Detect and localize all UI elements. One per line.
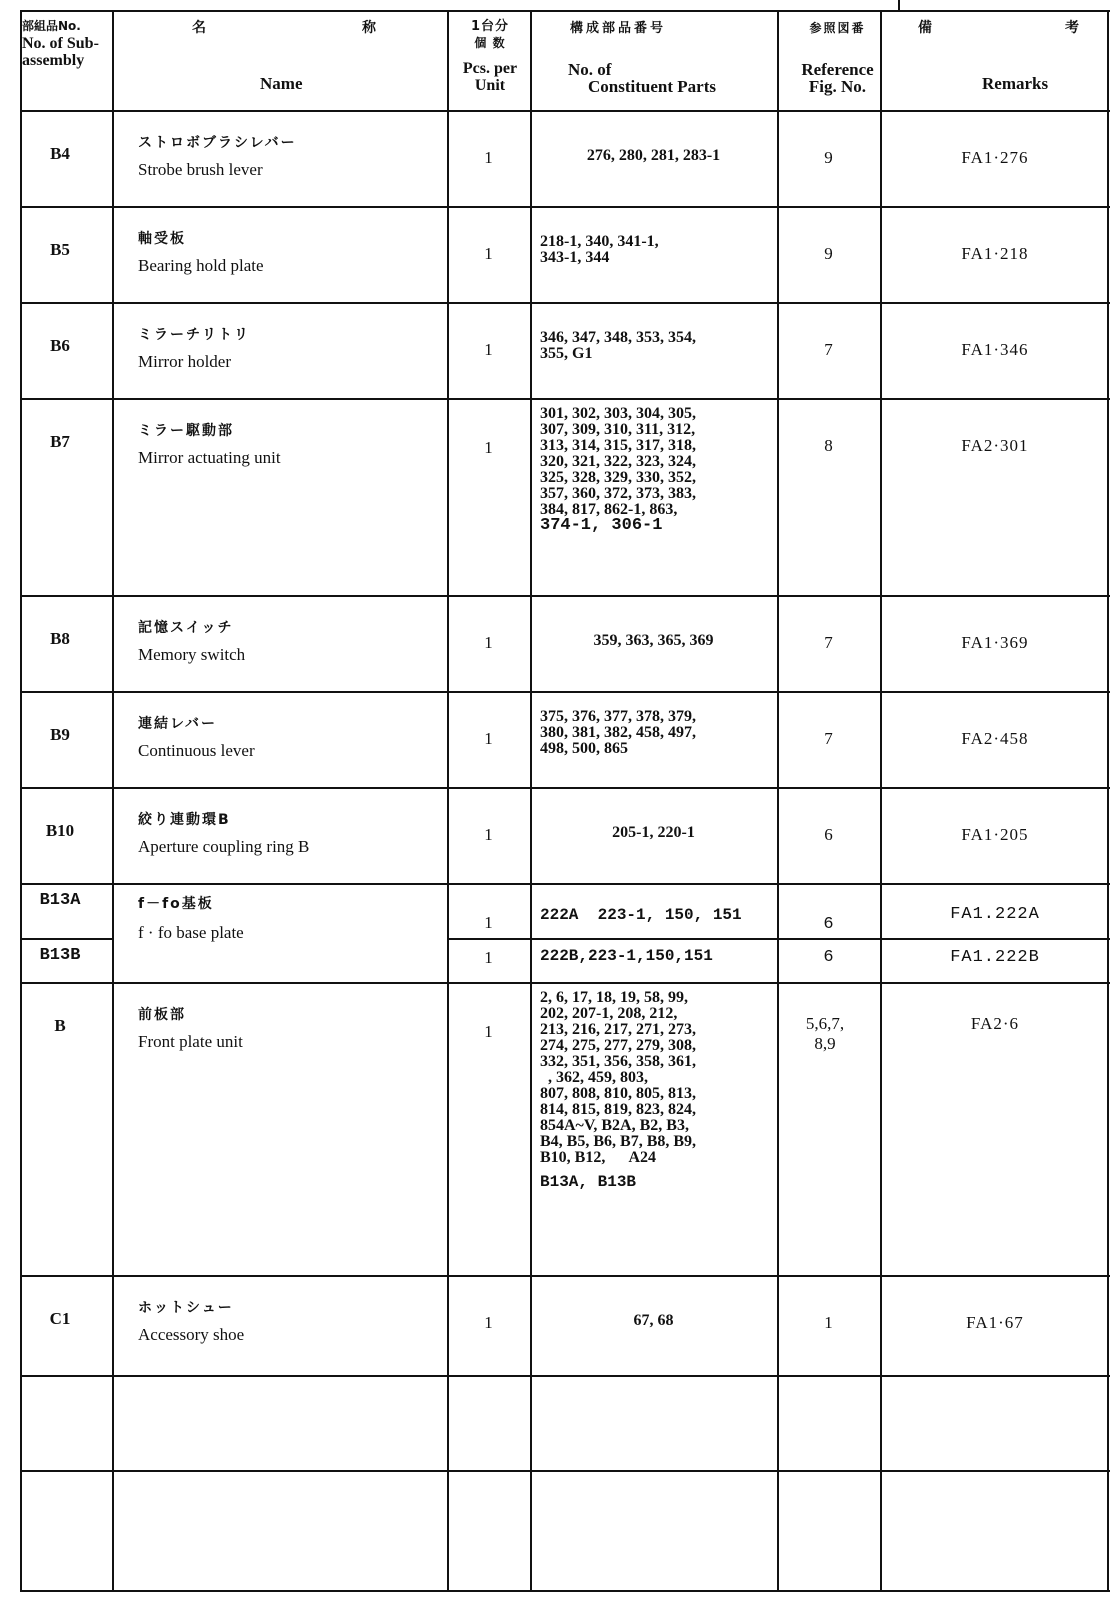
name-en: Bearing hold plate <box>138 256 264 275</box>
sub-assembly-no: B5 <box>50 240 70 259</box>
name-en: Continuous lever <box>138 741 255 760</box>
constituent-part-line: 320, 321, 322, 323, 324, <box>540 453 696 470</box>
constituent-part-line: 854A~V, B2A, B2, B3, <box>540 1117 689 1134</box>
name-jp: 連結レバー <box>138 716 218 732</box>
column-separator <box>880 10 882 1592</box>
constituent-part-line: B4, B5, B6, B7, B8, B9, <box>540 1133 697 1150</box>
header-parts-en2: Constituent Parts <box>588 77 716 96</box>
sub-assembly-no: B13A <box>39 891 81 910</box>
constituent-part-line: 807, 808, 810, 805, 813, <box>540 1085 696 1102</box>
header-fig <box>790 20 885 95</box>
remarks: FA1·369 <box>961 633 1029 652</box>
constituent-part-line: 222B,223-1,150,151 <box>540 947 713 965</box>
sub-assembly-no: C1 <box>49 1309 71 1328</box>
pcs-per-unit: 1 <box>484 244 493 263</box>
constituent-part-line: B13A, B13B <box>540 1173 637 1191</box>
pcs-per-unit: 1 <box>484 340 493 359</box>
row-separator <box>20 206 1110 208</box>
column-separator <box>447 10 449 1592</box>
remarks: FA1·346 <box>961 340 1029 359</box>
name-jp: ミラー駆動部 <box>138 423 234 439</box>
pcs-per-unit: 1 <box>484 148 493 167</box>
reference-fig-no: 9 <box>824 148 833 167</box>
name-en: Strobe brush lever <box>138 160 263 179</box>
remarks: FA1.222A <box>950 905 1040 924</box>
reference-fig-no: 7 <box>824 633 833 652</box>
reference-fig-no: 6 <box>823 915 834 934</box>
header-pcs-jp1: 1台分 <box>470 19 510 34</box>
remarks: FA1·218 <box>961 244 1029 263</box>
row-separator <box>20 398 1110 400</box>
header-parts <box>540 20 780 95</box>
border-left <box>20 10 22 1592</box>
remarks: FA2·458 <box>961 729 1029 748</box>
constituent-part-line: 346, 347, 348, 353, 354, <box>540 329 696 346</box>
pcs-per-unit: 1 <box>484 438 493 457</box>
header-rem-jp-right: 考 <box>1065 20 1081 36</box>
sub-assembly-no: B <box>54 1016 66 1035</box>
name-jp: ミラーチリトリ <box>138 327 250 343</box>
column-separator <box>777 10 779 1592</box>
constituent-part-line: 301, 302, 303, 304, 305, <box>540 405 696 422</box>
constituent-part-line: 332, 351, 356, 358, 361, <box>540 1053 696 1070</box>
row-separator <box>20 787 1110 789</box>
row-separator <box>20 982 1110 984</box>
constituent-part-line: 374-1, 306-1 <box>540 516 663 535</box>
name-jp: 絞り連動環B <box>138 812 231 828</box>
sub-assembly-no: B9 <box>50 725 70 744</box>
border-right <box>1107 10 1109 1592</box>
row-separator <box>20 110 1110 112</box>
pcs-per-unit: 1 <box>484 729 493 748</box>
row-separator <box>20 595 1110 597</box>
row-separator <box>20 883 1110 885</box>
sub-assembly-no: B4 <box>50 144 70 163</box>
header-parts-en1: No. of <box>568 60 612 79</box>
header-parts-jp: 構成部品番号 <box>570 21 667 36</box>
pcs-per-unit: 1 <box>484 1022 493 1041</box>
border-top <box>20 10 1110 12</box>
header-name-jp-left: 名 <box>192 20 208 36</box>
name-jp: f－fo基板 <box>138 896 214 912</box>
constituent-part-line: 2, 6, 17, 18, 19, 58, 99, <box>540 989 688 1006</box>
constituent-part-line: 205-1, 220-1 <box>612 824 695 841</box>
header-fig-en1: Reference <box>801 60 874 79</box>
name-jp: 前板部 <box>138 1007 186 1023</box>
constituent-part-line: , 362, 459, 803, <box>540 1069 648 1086</box>
pcs-per-unit: 1 <box>484 825 493 844</box>
header-pcs <box>450 18 530 94</box>
pcs-per-unit: 1 <box>484 633 493 652</box>
header-name-jp-right: 称 <box>362 20 378 36</box>
header-fig-en2: Fig. No. <box>808 77 867 96</box>
row-separator <box>447 938 1110 940</box>
reference-fig-no: 9 <box>824 244 833 263</box>
remarks: FA1·276 <box>961 148 1029 167</box>
constituent-part-line: 375, 376, 377, 378, 379, <box>540 708 696 725</box>
column-separator <box>112 10 114 1592</box>
constituent-part-line: 357, 360, 372, 373, 383, <box>540 485 696 502</box>
remarks: FA2·6 <box>970 1014 1020 1033</box>
header-sub <box>22 18 112 69</box>
constituent-part-line: 67, 68 <box>633 1312 674 1329</box>
row-separator <box>20 938 112 940</box>
name-en: Mirror holder <box>138 352 232 371</box>
remarks: FA2·301 <box>961 436 1029 455</box>
reference-fig-no: 6 <box>823 948 834 967</box>
name-jp: ストロボブラシレバー <box>138 135 297 151</box>
constituent-part-line: 355, G1 <box>540 345 593 362</box>
header-pcs-jp2: 個 数 <box>474 36 506 50</box>
name-en: Front plate unit <box>138 1032 243 1051</box>
remarks: FA1.222B <box>950 948 1040 967</box>
constituent-part-line: 213, 216, 217, 271, 273, <box>540 1021 696 1038</box>
row-separator <box>20 302 1110 304</box>
header-pcs-en: Pcs. per Unit <box>462 60 518 94</box>
reference-fig-no: 7 <box>824 729 833 748</box>
remarks: FA1·67 <box>966 1313 1024 1332</box>
pcs-per-unit: 1 <box>484 948 493 967</box>
constituent-part-line: 343-1, 344 <box>540 249 610 266</box>
header-name-en: Name <box>260 74 303 93</box>
constituent-part-line: 384, 817, 862-1, 863, <box>540 501 678 518</box>
column-separator <box>530 10 532 1592</box>
name-jp: 記憶スイッチ <box>138 620 234 636</box>
pcs-per-unit: 1 <box>484 913 493 932</box>
sub-assembly-no: B13B <box>39 946 81 965</box>
name-en: Aperture coupling ring B <box>138 837 310 856</box>
constituent-part-line: 222A 223-1, 150, 151 <box>540 906 742 924</box>
constituent-part-line: 274, 275, 277, 279, 308, <box>540 1037 696 1054</box>
constituent-part-line: 325, 328, 329, 330, 352, <box>540 469 696 486</box>
row-separator <box>20 1275 1110 1277</box>
reference-fig-no: 7 <box>824 340 833 359</box>
constituent-part-line: B10, B12, A24 <box>540 1149 657 1166</box>
constituent-part-line: 313, 314, 315, 317, 318, <box>540 437 696 454</box>
sub-assembly-no: B8 <box>50 629 70 648</box>
header-sub-jp: 部組品No. <box>22 19 81 33</box>
reference-fig-no: 5,6,7, 8,9 <box>805 1014 845 1053</box>
constituent-part-line: 359, 363, 365, 369 <box>593 632 714 649</box>
constituent-part-line: 276, 280, 281, 283-1 <box>586 147 721 164</box>
row-separator <box>20 691 1110 693</box>
constituent-part-line: 814, 815, 819, 823, 824, <box>540 1101 696 1118</box>
constituent-part-line: 498, 500, 865 <box>540 740 628 757</box>
remarks: FA1·205 <box>961 825 1029 844</box>
name-jp: 軸受板 <box>138 231 186 247</box>
constituent-part-line: 380, 381, 382, 458, 497, <box>540 724 696 741</box>
name-en: f · fo base plate <box>138 923 244 942</box>
header-fig-jp: 参照図番 <box>809 21 866 35</box>
reference-fig-no: 6 <box>824 825 833 844</box>
sub-assembly-no: B6 <box>50 336 70 355</box>
header-rem-en: Remarks <box>982 74 1049 93</box>
name-en: Memory switch <box>138 645 246 664</box>
header-rem-jp-left: 備 <box>918 20 934 36</box>
header-sub-en: No. of Sub-assembly <box>22 35 99 69</box>
sub-assembly-no: B7 <box>50 432 70 451</box>
constituent-part-line: 202, 207-1, 208, 212, <box>540 1005 678 1022</box>
row-separator <box>20 1470 1110 1472</box>
row-separator <box>20 1375 1110 1377</box>
constituent-part-line: 307, 309, 310, 311, 312, <box>540 421 696 438</box>
row-separator <box>20 1590 1110 1592</box>
pcs-per-unit: 1 <box>484 1313 493 1332</box>
name-jp: ホットシュー <box>138 1300 234 1316</box>
name-en: Mirror actuating unit <box>138 448 281 467</box>
reference-fig-no: 8 <box>824 436 833 455</box>
name-en: Accessory shoe <box>138 1325 245 1344</box>
sub-assembly-no: B10 <box>45 821 75 840</box>
constituent-part-line: 218-1, 340, 341-1, <box>540 233 659 250</box>
reference-fig-no: 1 <box>824 1313 833 1332</box>
